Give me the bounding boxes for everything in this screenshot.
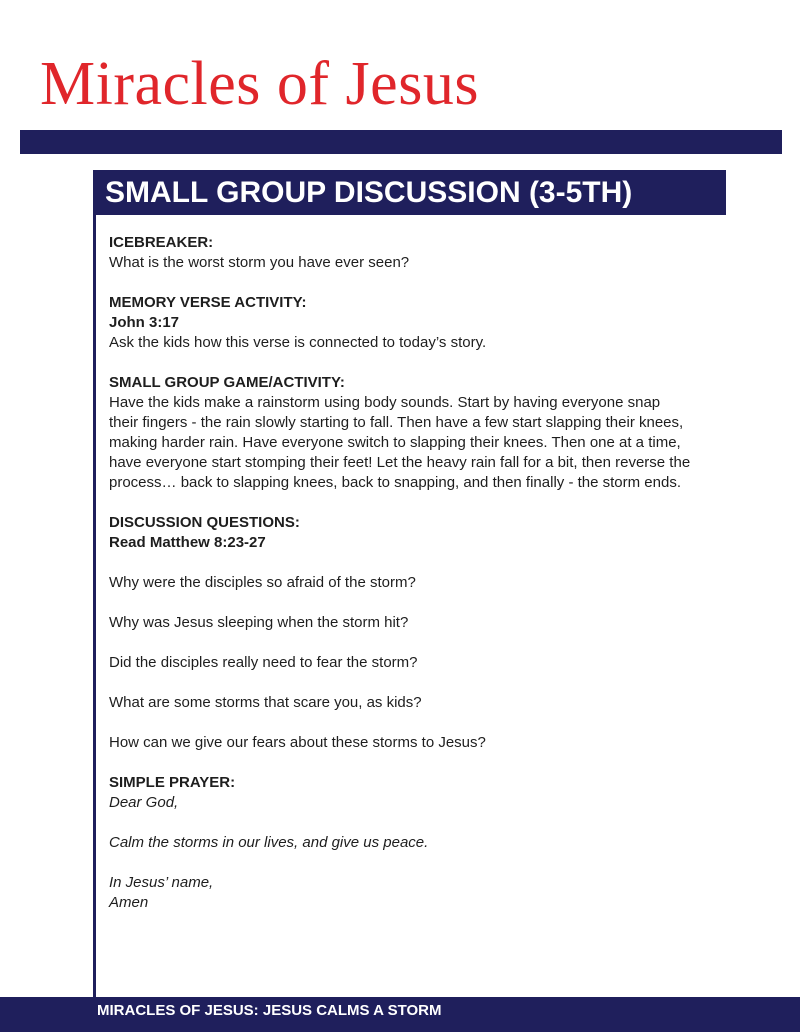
discussion-question: Why was Jesus sleeping when the storm hit? [109,614,409,631]
prayer-label: SIMPLE PRAYER: [109,774,236,791]
icebreaker-text: What is the worst storm you have ever seen? [109,254,410,271]
discussion-question: Did the disciples really need to fear the storm? [109,654,418,671]
game-line: have everyone start stomping their feet! Let the heavy rain fall for a bit, then reverse the [109,454,691,471]
footer-title: MIRACLES OF JESUS: JESUS CALMS A STORM [97,1002,442,1019]
prayer-amen: Amen [109,894,149,911]
memory-verse-section [109,293,749,353]
scripture-reading: Read Matthew 8:23-27 [109,534,266,551]
game-line: their fingers - the rain slowly starting to fall. Then have a few start slapping their knees, [109,414,684,431]
memory-verse-text: Ask the kids how this verse is connected to today’s story. [109,334,487,351]
game-section [109,373,749,493]
left-vertical-rule [93,170,96,1000]
memory-verse-label: MEMORY VERSE ACTIVITY: [109,294,307,311]
icebreaker-section [109,233,749,273]
memory-verse-reference: John 3:17 [109,314,180,331]
discussion-question: What are some storms that scare you, as kids? [109,694,422,711]
game-label: SMALL GROUP GAME/ACTIVITY: [109,374,345,391]
discussion-question: Why were the disciples so afraid of the storm? [109,574,416,591]
page-title: Miracles of Jesus [40,50,479,118]
prayer-closing: In Jesus’ name, [109,874,214,891]
discussion-label: DISCUSSION QUESTIONS: [109,514,300,531]
prayer-greeting: Dear God, [109,794,179,811]
header-divider-bar [20,130,782,154]
icebreaker-label: ICEBREAKER: [109,234,214,251]
discussion-question: How can we give our fears about these storms to Jesus? [109,734,486,751]
game-line: process… back to slapping knees, back to snapping, and then finally - the storm ends. [109,474,681,491]
prayer-section [109,773,749,913]
discussion-section [109,513,749,753]
discussion-content [109,233,749,913]
prayer-body: Calm the storms in our lives, and give us peace. [109,834,429,851]
game-line: Have the kids make a rainstorm using body sounds. Start by having everyone snap [109,394,661,411]
section-heading: SMALL GROUP DISCUSSION (3-5TH) [93,170,726,215]
game-line: making harder rain. Have everyone switch to slapping their knees. Then one at a time, [109,434,681,451]
